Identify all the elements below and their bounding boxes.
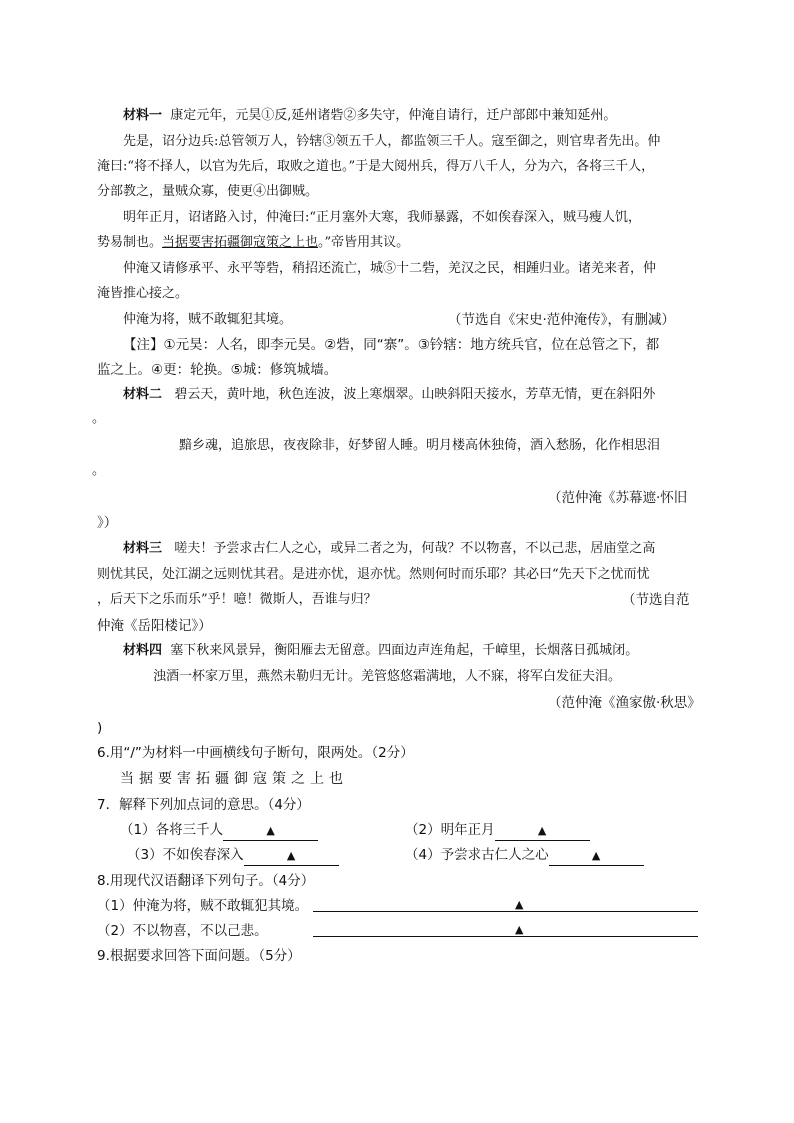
- material-1-label: 材料一: [123, 108, 163, 123]
- material-1-note-line-2: 监之上。④更：轮换。⑤城：修筑城墙。: [97, 362, 338, 378]
- question-7-item-3: [127, 846, 339, 866]
- material-2-label: 材料二: [123, 387, 163, 402]
- question-7-item-4: [405, 846, 644, 866]
- triangle-icon: ▲: [515, 923, 524, 936]
- material-1-paragraph-4-line-1: 仲淹又请修承平、永平等砦，稍招还流亡，城⑤十二砦，羌汉之民，相踵归业。诸羌来者，仲: [123, 261, 657, 276]
- material-3-line-1: [123, 540, 655, 558]
- material-2-source-line-1: （范仲淹《苏幕遮·怀旧: [548, 490, 688, 506]
- material-4-source-line-2: ): [97, 720, 103, 736]
- material-1-paragraph-2-line-3: 分部教之，量贼众寡，使更④出御贼。: [97, 184, 319, 199]
- question-7-item-2: [405, 821, 590, 841]
- material-2-line-2-end: 。: [92, 463, 106, 478]
- material-4-line-2: 浊酒一杯家万里，燕然未勒归无计。羌管悠悠霜满地，人不寐，将军白发征夫泪。: [153, 669, 622, 684]
- material-1-paragraph-2-line-2: 淹曰:“将不择人，以官为先后，取败之道也。”于是大阅州兵，得万八千人，分为六，各将三千人，: [97, 159, 655, 174]
- material-1-source: （节选自《宋史·范仲淹传》，有删减）: [448, 312, 676, 328]
- triangle-icon: ▲: [266, 824, 275, 837]
- material-2-line-1-end: 。: [92, 411, 106, 426]
- question-6-prompt: 6.用“/”为材料一中画横线句子断句，限两处。（2分）: [97, 745, 414, 761]
- material-1-paragraph-3-line-1: 明年正月，诏诸路入讨，仲淹曰:“正月塞外大寒，我师暴露，不如俟春深入，贼马瘦人饥，: [123, 210, 642, 225]
- question-7-prompt: 7．解释下列加点词的意思。（4分）: [97, 797, 310, 813]
- question-8-item-1: （1）仲淹为将，贼不敢辄犯其境。: [97, 898, 309, 914]
- triangle-icon: ▲: [515, 898, 524, 911]
- triangle-icon: ▲: [591, 849, 601, 862]
- material-3-line-2: 则忧其民，处江湖之远则忧其君。是进亦忧，退亦忧。然则何时而乐耶？其必曰“先天下之忧而忧: [97, 567, 650, 582]
- material-2-text: 碧云天，黄叶地，秋色连波，波上寒烟翠。山映斜阳天接水，芳草无情，更在斜阳外: [174, 387, 656, 402]
- item-text: （1）各将三千人: [120, 822, 224, 838]
- material-1-line-1: [123, 107, 616, 125]
- material-3-source-start: （节选自范: [622, 592, 690, 608]
- material-4-label: 材料四: [123, 643, 163, 658]
- triangle-icon: ▲: [537, 824, 547, 837]
- material-4-text: 塞下秋来风景异，衡阳雁去无留意。四面边声连角起，千嶂里，长烟落日孤城闭。: [170, 643, 639, 658]
- answer-blank[interactable]: [244, 846, 339, 866]
- material-3-label: 材料三: [123, 541, 163, 556]
- question-6-sentence[interactable]: 当据要害拓疆御寇策之上也: [120, 771, 348, 787]
- material-3-text: 嗟夫！予尝求古仁人之心，或异二者之为，何哉？不以物喜，不以己悲，居庙堂之高: [174, 541, 656, 556]
- material-1-paragraph-2-line-1: 先是，诏分边兵:总管领万人，钤辖③领五千人，都监领三千人。寇至御之，则官卑者先出。仲: [123, 134, 661, 149]
- question-8-item-2: （2）不以物喜，不以己悲。: [97, 923, 268, 939]
- question-8-prompt: 8.用现代汉语翻译下列句子。（4分）: [97, 873, 315, 889]
- material-2-source-line-2: 》）: [97, 515, 118, 531]
- material-4-source-line-1: （范仲淹《渔家傲·秋思》: [548, 695, 701, 711]
- material-2-line-2: 黯乡魂，追旅思，夜夜除非，好梦留人睡。明月楼高休独倚，酒入愁肠，化作相思泪: [179, 438, 661, 453]
- item-text: （3）不如俟春深入: [127, 847, 244, 863]
- material-1-paragraph-5: 仲淹为将，贼不敢辄犯其境。: [123, 312, 293, 327]
- material-1-paragraph-4-line-2: 淹皆推心接之。: [97, 286, 189, 301]
- material-4-line-1: [123, 642, 638, 660]
- material-1-note-line-1: 【注】①元昊：人名，即李元昊。②砦，同“寨”。③钤辖：地方统兵官，位在总管之下，都: [123, 337, 660, 353]
- answer-line-1[interactable]: [313, 911, 698, 912]
- answer-blank[interactable]: [549, 846, 644, 866]
- material-1-text: 康定元年，元昊①反,延州诸砦②多失守，仲淹自请行，迁户部郎中兼知延州。: [170, 108, 617, 123]
- answer-blank[interactable]: [223, 821, 318, 841]
- triangle-icon: ▲: [286, 849, 296, 862]
- question-9-prompt: 9.根据要求回答下面问题。（5分）: [97, 948, 301, 964]
- text: 势易制也。: [97, 235, 163, 250]
- answer-blank[interactable]: [495, 821, 590, 841]
- answer-line-2[interactable]: [313, 936, 698, 937]
- underlined-sentence: 当据要害拓疆御寇策之上也: [162, 235, 319, 250]
- question-7-item-1: [120, 821, 318, 841]
- material-3-source-end: 仲淹《岳阳楼记》）: [97, 618, 212, 634]
- text: 。”帝皆用其议。: [318, 235, 410, 250]
- item-text: （2）明年正月: [405, 822, 495, 838]
- material-3-line-3: ，后天下之乐而乐”乎！噫！微斯人，吾谁与归？: [97, 592, 377, 607]
- item-text: （4）予尝求古仁人之心: [405, 847, 549, 863]
- material-1-paragraph-3-line-2: [97, 234, 409, 252]
- material-2-line-1: [123, 386, 655, 404]
